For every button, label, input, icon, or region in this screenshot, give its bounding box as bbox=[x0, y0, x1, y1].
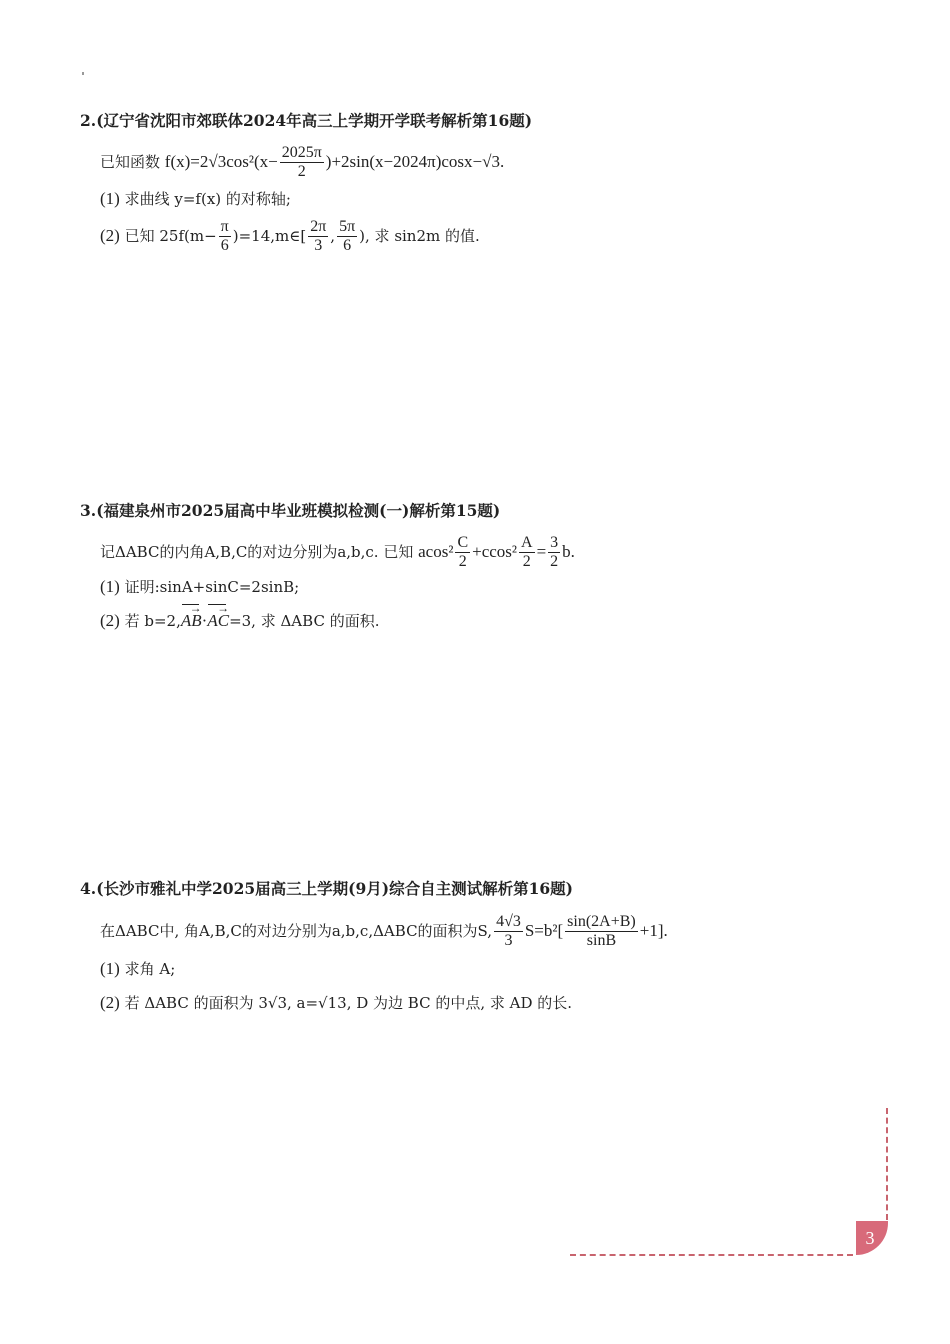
vector-ac: → AC bbox=[207, 610, 229, 632]
fraction: $\frac{5\pi}{6}$ bbox=[339, 217, 356, 254]
part-text: )=14,m∈[ bbox=[232, 227, 307, 245]
fraction: $\frac{3}{2}$ bbox=[550, 533, 559, 570]
problem-3-part-1 bbox=[100, 576, 860, 598]
part-text: 已知 25f(m− bbox=[124, 227, 217, 245]
part-text: ), 求 sin2m 的值. bbox=[359, 227, 480, 245]
part-label: (2) bbox=[100, 226, 120, 245]
problem-number: 2. bbox=[80, 111, 97, 130]
problem-source: (福建泉州市2025届高中毕业班模拟检测(一)解析第15题) bbox=[96, 501, 501, 520]
part-text: 求角 A; bbox=[124, 960, 176, 978]
problem-source: (长沙市雅礼中学2025届高三上学期(9月)综合自主测试解析第16题) bbox=[96, 879, 574, 898]
page-border-vertical-dashed bbox=[886, 1108, 888, 1220]
fraction: $\frac{\sin(2A+B)}{\sin B}$ bbox=[567, 912, 636, 949]
fraction: $\frac{4√3}{3}$ bbox=[496, 912, 521, 949]
expr-right: )+2sin(x−2024π)cosx−√3. bbox=[325, 152, 505, 171]
stem-text: 在ΔABC中, 角A,B,C的对边分别为a,b,c,ΔABC的面积为S, bbox=[100, 922, 493, 940]
problem-source: (辽宁省沈阳市郊联体2024年高三上学期开学联考解析第16题) bbox=[96, 111, 533, 130]
part-text: 若 ΔABC 的面积为 3√3, a=√13, D 为边 BC 的中点, 求 AD 的长. bbox=[124, 994, 573, 1012]
part-label: (1) bbox=[100, 577, 120, 596]
part-text: 若 b=2, bbox=[124, 612, 181, 630]
part-text: 求曲线 y=f(x) 的对称轴; bbox=[124, 190, 291, 208]
problem-3-part-2 bbox=[100, 610, 860, 632]
page-number-badge bbox=[856, 1221, 888, 1255]
problem-4-header bbox=[80, 878, 860, 900]
part-text: 证明:sinA+sinC=2sinB; bbox=[124, 578, 300, 596]
problem-4-stem bbox=[100, 912, 860, 950]
term: b. bbox=[562, 542, 575, 561]
problem-2-header bbox=[80, 110, 860, 132]
vector-ab: → AB bbox=[181, 610, 202, 632]
stem-text: 记ΔABC的内角A,B,C的对边分别为a,b,c. 已知 bbox=[100, 543, 414, 561]
problem-4-part-1 bbox=[100, 958, 860, 980]
problem-4 bbox=[80, 878, 860, 1014]
problem-4-part-2 bbox=[100, 992, 860, 1014]
page-number: 3 bbox=[865, 1227, 875, 1248]
part-label: (1) bbox=[100, 959, 120, 978]
problem-2-stem bbox=[100, 144, 860, 180]
problem-2 bbox=[80, 110, 860, 254]
term: S=b²[ bbox=[524, 921, 564, 940]
problem-3 bbox=[80, 500, 860, 632]
dot-operator: · bbox=[201, 611, 208, 630]
equals: = bbox=[536, 542, 547, 561]
fraction: $\frac{2025\pi}{2}$ bbox=[281, 143, 322, 180]
problem-3-header bbox=[80, 500, 860, 522]
problem-2-part-2: (2) 已知 25f(m− $\frac{\pi}{6}$ )=14,m∈[ $\frac{2\pi}{3}$ , $\frac{5\pi}{6}$ ), 求 sin2m 的值. bbox=[100, 217, 480, 254]
fraction: $\frac{A}{2}$ bbox=[521, 533, 533, 570]
fraction: $\frac{\pi}{6}$ bbox=[220, 217, 229, 254]
page-border-horizontal-dashed bbox=[570, 1254, 853, 1256]
part-label: (2) bbox=[100, 611, 120, 630]
stem-prefix: 已知函数 bbox=[100, 153, 161, 171]
stray-mark bbox=[82, 72, 84, 75]
term: acos² bbox=[418, 542, 454, 561]
problem-3-stem bbox=[100, 534, 860, 570]
fraction: $\frac{2\pi}{3}$ bbox=[310, 217, 327, 254]
part-label: (2) bbox=[100, 993, 120, 1012]
term: +1]. bbox=[639, 921, 668, 940]
term: +ccos² bbox=[472, 542, 517, 561]
part-text: =3, 求 ΔABC 的面积. bbox=[229, 612, 380, 630]
expr-left: f(x)=2√3cos²(x− bbox=[164, 152, 278, 171]
problem-number: 4. bbox=[80, 879, 97, 898]
problem-2-part-1 bbox=[100, 188, 860, 210]
part-label: (1) bbox=[100, 189, 120, 208]
fraction: $\frac{C}{2}$ bbox=[457, 533, 469, 570]
problem-number: 3. bbox=[80, 501, 97, 520]
